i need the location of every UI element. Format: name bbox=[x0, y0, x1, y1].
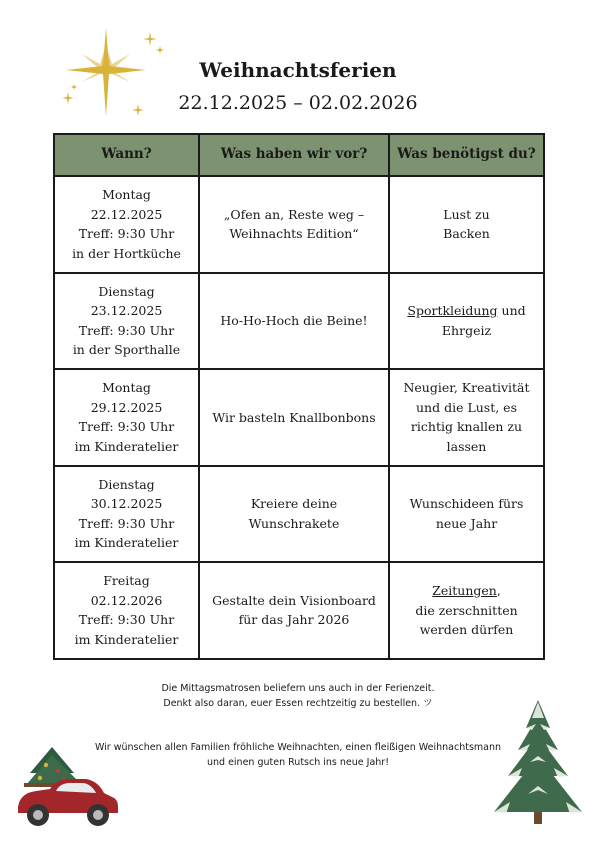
lunch-note-line: Die Mittagsmatrosen beliefern uns auch in der Ferienzeit. bbox=[161, 683, 435, 694]
meeting-time: Treff: 9:30 Uhr bbox=[78, 322, 175, 338]
cell-when bbox=[54, 562, 199, 659]
header-activity: Was haben wir vor? bbox=[199, 134, 389, 176]
meeting-time: Treff: 9:30 Uhr bbox=[78, 612, 175, 628]
needs-text: und bbox=[497, 303, 526, 319]
activity-text: Ho-Ho-Hoch die Beine! bbox=[220, 313, 368, 328]
weekday: Montag bbox=[102, 380, 151, 396]
table-row bbox=[54, 369, 544, 466]
needs-text: neue Jahr bbox=[435, 515, 498, 531]
location: in der Sporthalle bbox=[72, 342, 181, 358]
activity-text: Kreiere deine bbox=[250, 496, 338, 512]
cell-when bbox=[54, 176, 199, 273]
cell-activity bbox=[199, 466, 389, 563]
cell-activity bbox=[199, 369, 389, 466]
meeting-time: Treff: 9:30 Uhr bbox=[78, 515, 175, 531]
header-when: Wann? bbox=[54, 134, 199, 176]
cell-activity bbox=[199, 562, 389, 659]
needs-text: Neugier, Kreativität bbox=[403, 380, 530, 396]
needs-underlined-text: Sportkleidung bbox=[407, 303, 498, 319]
cell-when bbox=[54, 369, 199, 466]
date: 23.12.2025 bbox=[90, 303, 163, 319]
table-row bbox=[54, 562, 544, 659]
location: im Kinderatelier bbox=[74, 631, 179, 647]
lunch-note-line: Denkt also daran, euer Essen rechtzeitig zu bestellen. ツ bbox=[163, 698, 433, 709]
activity-text: Wunschrakete bbox=[248, 515, 340, 531]
activity-text: Gestalte dein Visionboard bbox=[212, 592, 376, 608]
needs-underlined-text: Zeitungen bbox=[432, 583, 497, 598]
cell-when bbox=[54, 466, 199, 563]
needs-text: die zerschnitten bbox=[415, 602, 518, 618]
activity-text: Wir basteln Knallbonbons bbox=[212, 409, 376, 425]
needs-text: Wunschideen fürs bbox=[409, 496, 524, 512]
cell-needs bbox=[389, 466, 544, 563]
cell-needs bbox=[389, 369, 544, 466]
needs-text: , bbox=[496, 583, 501, 598]
needs-text: Backen bbox=[443, 226, 490, 242]
weekday: Dienstag bbox=[98, 283, 155, 299]
date: 29.12.2025 bbox=[90, 399, 163, 415]
cell-when bbox=[54, 273, 199, 370]
date: 02.12.2026 bbox=[90, 592, 163, 608]
cell-needs bbox=[389, 176, 544, 273]
needs-text: lassen bbox=[446, 438, 487, 454]
weekday: Montag bbox=[102, 187, 151, 203]
date-range: 22.12.2025 – 02.02.2026 bbox=[178, 92, 418, 114]
meeting-time: Treff: 9:30 Uhr bbox=[78, 226, 175, 242]
cell-activity bbox=[199, 176, 389, 273]
table-row bbox=[54, 273, 544, 370]
weekday: Dienstag bbox=[98, 476, 155, 492]
location: im Kinderatelier bbox=[74, 438, 179, 454]
cell-activity bbox=[199, 273, 389, 370]
location: in der Hortküche bbox=[72, 245, 181, 261]
date: 22.12.2025 bbox=[90, 206, 163, 222]
needs-line bbox=[396, 581, 537, 601]
table-row bbox=[54, 176, 544, 273]
red-car-with-christmas-tree-icon bbox=[12, 745, 124, 830]
activity-text: für das Jahr 2026 bbox=[238, 612, 350, 628]
header-needs: Was benötigst du? bbox=[389, 134, 544, 176]
needs-line bbox=[396, 301, 537, 321]
cell-needs bbox=[389, 562, 544, 659]
date: 30.12.2025 bbox=[90, 496, 163, 512]
needs-text: Lust zu bbox=[443, 206, 490, 222]
holiday-schedule-table bbox=[53, 133, 545, 660]
activity-text: „Ofen an, Reste weg – bbox=[223, 206, 365, 222]
wishes-line: Wir wünschen allen Familien fröhliche Weihnachten, einen fleißigen Weihnachtsmann bbox=[94, 742, 502, 753]
needs-text: Ehrgeiz bbox=[441, 322, 492, 338]
table-row bbox=[54, 466, 544, 563]
needs-text: richtig knallen zu bbox=[410, 419, 523, 435]
table-header-row bbox=[54, 134, 544, 176]
cell-needs bbox=[389, 273, 544, 370]
needs-text: und die Lust, es bbox=[416, 399, 517, 415]
wishes-line: und einen guten Rutsch ins neue Jahr! bbox=[206, 757, 390, 768]
page-title: Weihnachtsferien bbox=[199, 58, 397, 82]
weekday: Freitag bbox=[103, 573, 150, 589]
activity-text: Weihnachts Edition“ bbox=[229, 226, 359, 242]
location: im Kinderatelier bbox=[74, 535, 179, 551]
needs-text: werden dürfen bbox=[419, 622, 514, 637]
snowy-fir-tree-icon bbox=[488, 698, 588, 828]
meeting-time: Treff: 9:30 Uhr bbox=[78, 419, 175, 435]
